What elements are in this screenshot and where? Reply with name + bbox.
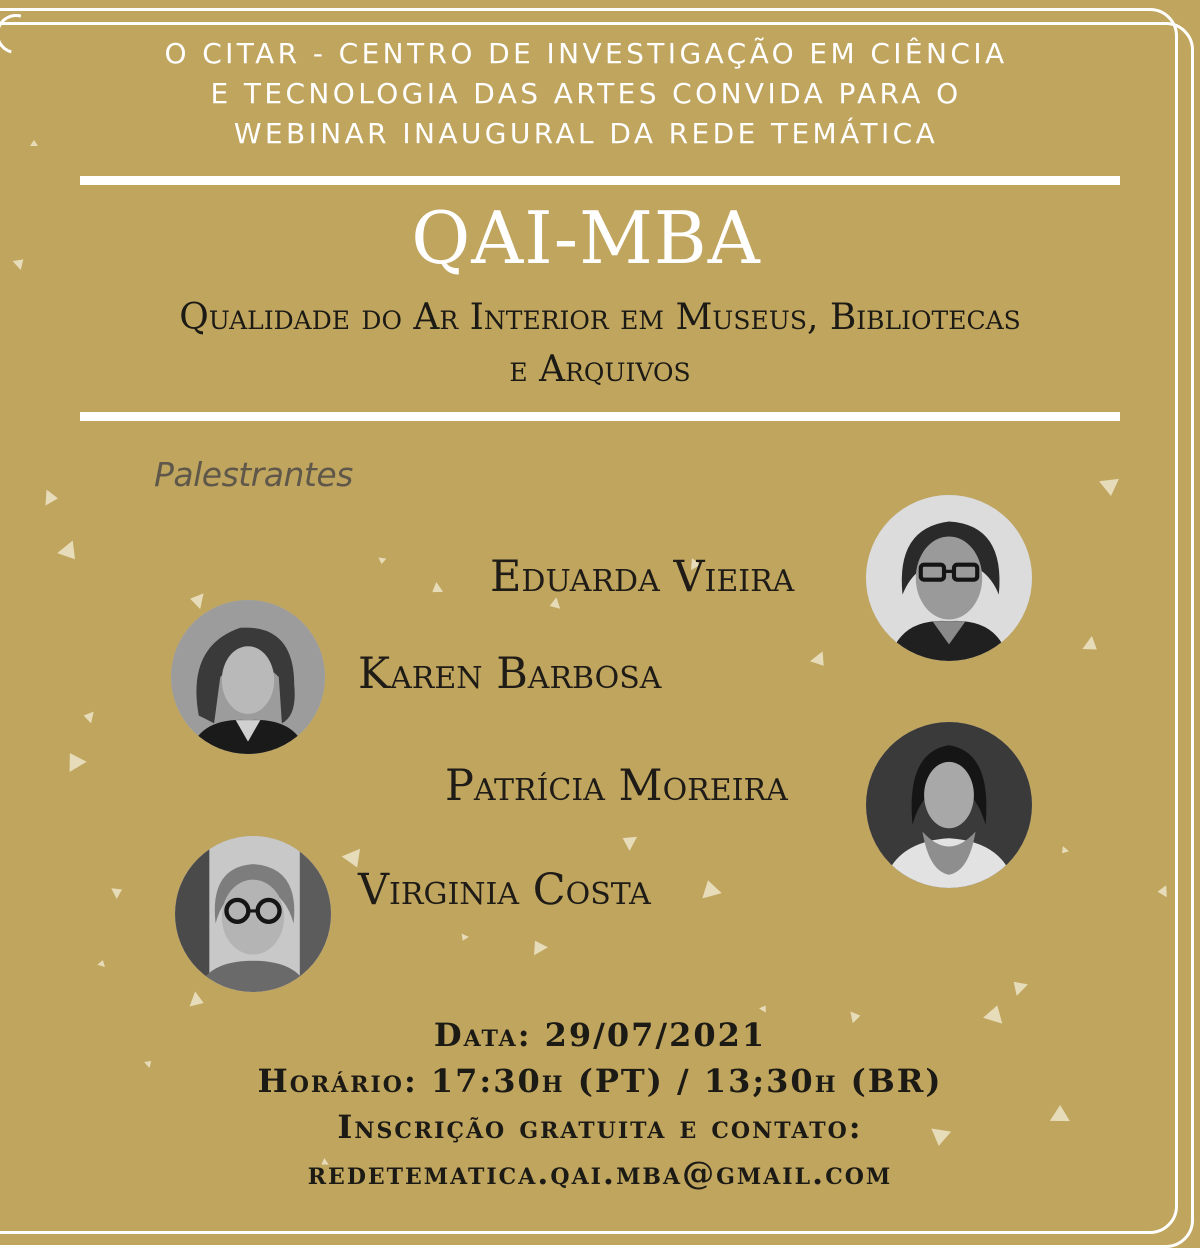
fleck (459, 934, 469, 943)
fleck (1082, 636, 1101, 656)
speaker-name-karen-barbosa: Karen Barbosa (358, 649, 662, 699)
person-photo-icon (175, 836, 331, 992)
person-photo-icon (171, 600, 325, 754)
fleck (97, 959, 106, 967)
invitation-line-2: E TECNOLOGIA DAS ARTES CONVIDA PARA O (210, 77, 962, 110)
person-photo-icon (866, 495, 1032, 661)
fleck (528, 937, 548, 955)
fleck (698, 878, 721, 899)
speaker-name-patricia-moreira: Patrícia Moreira (445, 761, 788, 811)
invitation-line-1: O CITAR - CENTRO DE INVESTIGAÇÃO EM CIÊNCIA (164, 37, 1008, 70)
fleck (57, 540, 83, 565)
fleck (1099, 479, 1121, 497)
event-time: Horário: 17:30h (PT) / 13;30h (BR) (257, 1062, 943, 1100)
invitation-line-3: WEBINAR INAUGURAL DA REDE TEMÁTICA (233, 117, 939, 150)
fleck (61, 748, 86, 772)
speaker-name-eduarda-vieira: Eduarda Vieira (490, 552, 795, 602)
portrait-virginia-costa (175, 836, 331, 992)
contact-email[interactable]: redetematica.qai.mba@gmail.com (307, 1154, 893, 1192)
event-details (0, 1012, 1200, 1196)
person-photo-icon (866, 722, 1032, 888)
registration-note: Inscrição gratuita e contato: (337, 1108, 863, 1146)
fleck (190, 991, 207, 1010)
event-date: Data: 29/07/2021 (433, 1016, 767, 1054)
speakers-heading: Palestrantes (154, 455, 353, 494)
divider-top (80, 176, 1120, 185)
portrait-eduarda-vieira (866, 495, 1032, 661)
fleck (378, 557, 387, 564)
fleck (429, 582, 443, 597)
speaker-name-virginia-costa: Virginia Costa (358, 865, 651, 915)
fleck (188, 591, 203, 609)
event-subtitle (60, 292, 1140, 396)
fleck (45, 490, 58, 507)
portrait-patricia-moreira (866, 722, 1032, 888)
subtitle-line-1: Qualidade do Ar Interior em Museus, Bibliotecas (179, 297, 1021, 338)
subtitle-line-2: e Arquivos (509, 349, 691, 390)
fleck (1008, 976, 1028, 996)
portrait-karen-barbosa (171, 600, 325, 754)
invitation-header (0, 34, 1172, 154)
fleck (1059, 846, 1069, 856)
divider-bottom (80, 412, 1120, 421)
event-title: QAI-MBA (411, 196, 761, 280)
fleck (82, 710, 93, 724)
fleck (1157, 885, 1167, 897)
fleck (810, 651, 830, 670)
fleck (619, 831, 637, 851)
fleck (111, 884, 124, 899)
